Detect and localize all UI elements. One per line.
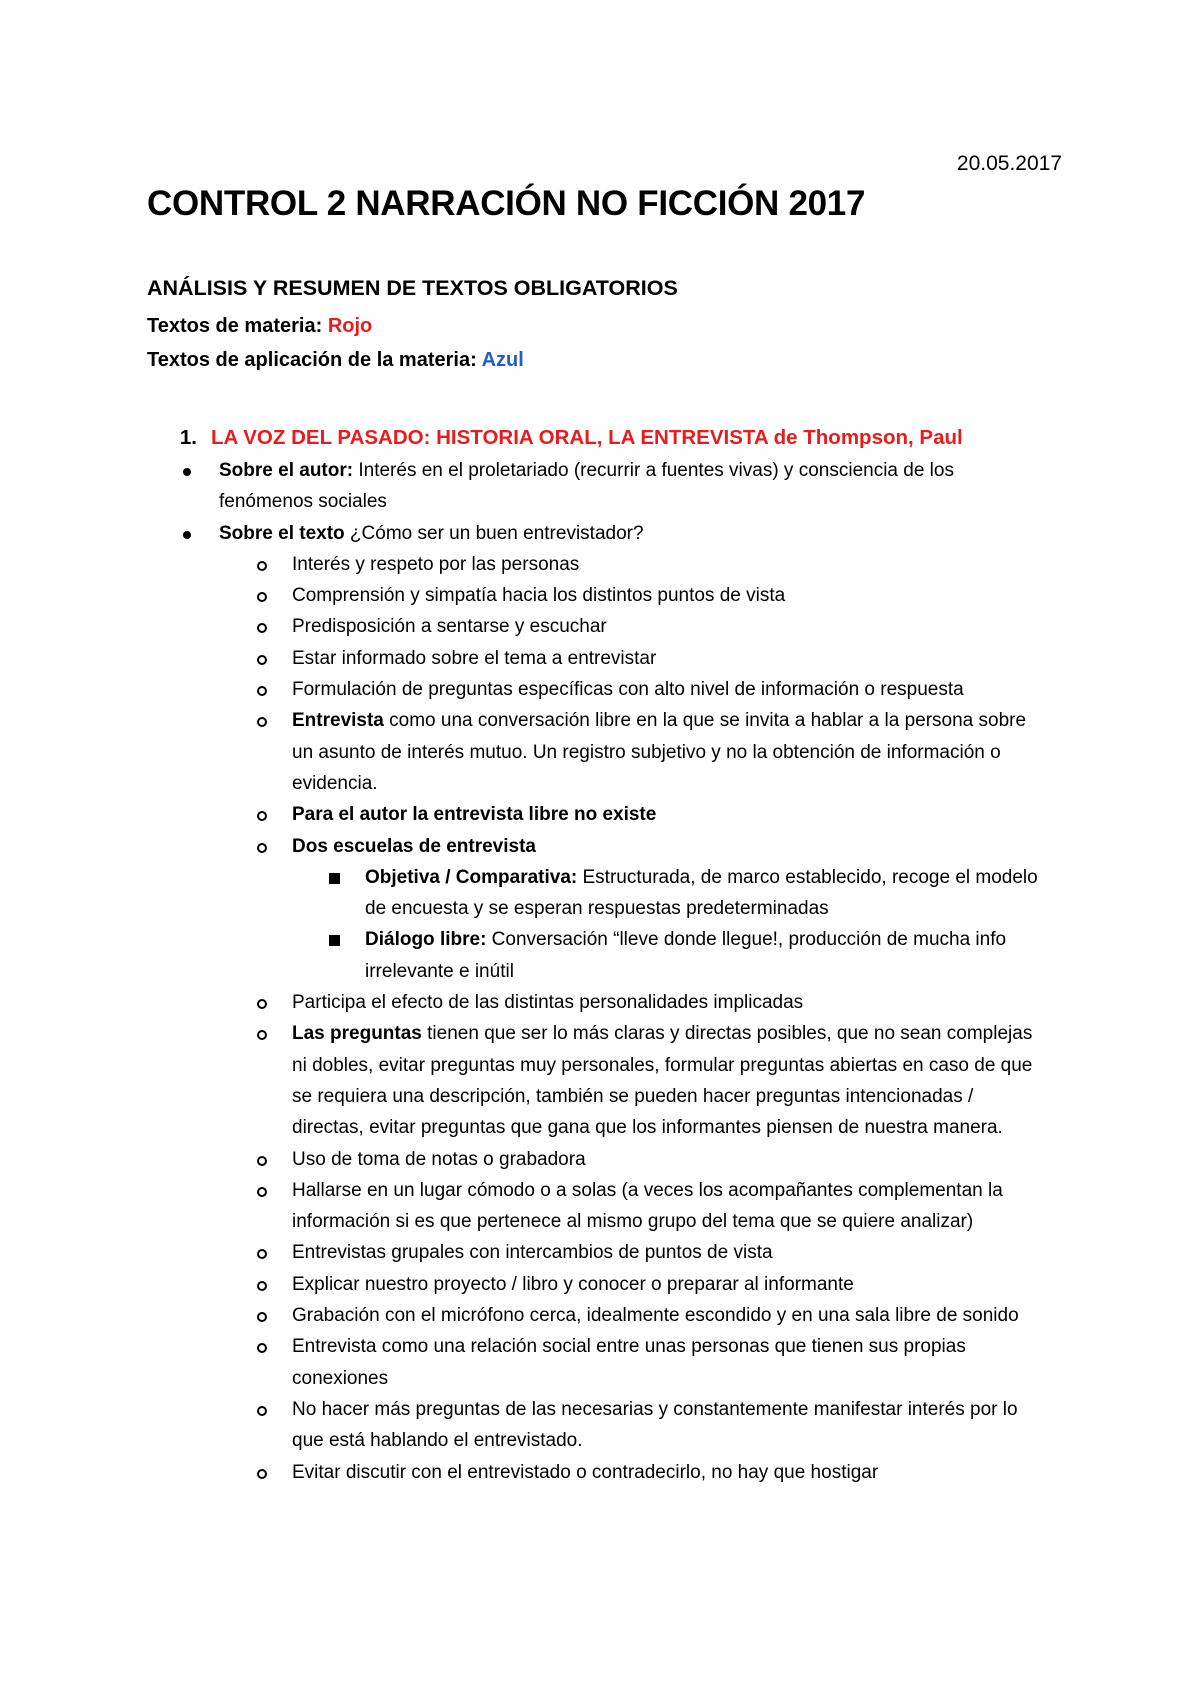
list-item [147, 705, 1047, 799]
list-item [147, 831, 1047, 862]
item-text: ¿Cómo ser un buen entrevistador? [344, 522, 644, 544]
legend-materia [147, 315, 372, 338]
item-text: tienen que ser lo más claras y directas posibles, que no sean complejas ni dobles, evitar preguntas muy personales, formular preguntas abiertas en caso de que se requiera una descripción, también se pueden hacer preguntas intencionadas / directas, evitar preguntas que gana que los informantes piensen de nuestra manera. [292, 1023, 1033, 1139]
list-item [147, 1144, 1047, 1175]
bullet-ring-icon [257, 1469, 267, 1479]
item-bold: Objetiva / Comparativa: [365, 866, 578, 888]
list-item [147, 1269, 1047, 1300]
list-item [147, 1300, 1047, 1331]
item-text: Comprensión y simpatía hacia los distintos puntos de vista [292, 585, 786, 607]
item-bold: Las preguntas [292, 1023, 422, 1045]
bullet-ring-icon [257, 1343, 267, 1353]
sub-bullet-list [147, 549, 1047, 862]
list-item [147, 549, 1047, 580]
document-content [147, 422, 1047, 1488]
list-item [147, 924, 1047, 987]
bullet-ring-icon [257, 999, 267, 1009]
bullet-ring-icon [257, 1156, 267, 1166]
list-item [147, 1331, 1047, 1394]
bullet-ring-icon [257, 843, 267, 853]
section-heading [147, 422, 1047, 453]
bullet-square-icon [329, 935, 340, 946]
sub-sub-bullet-list [147, 862, 1047, 987]
item-bold: Para el autor la entrevista libre no existe [292, 804, 657, 826]
item-text: Conversación “lleve donde llegue!, producción de mucha info irrelevante e inútil [365, 929, 1007, 982]
list-item [147, 1457, 1047, 1488]
bullet-ring-icon [257, 1249, 267, 1259]
item-bold: Sobre el autor: [219, 460, 354, 481]
list-item [147, 674, 1047, 705]
item-text: Estar informado sobre el tema a entrevistar [292, 647, 657, 669]
list-item [147, 799, 1047, 830]
item-text: Entrevistas grupales con intercambios de puntos de vista [292, 1242, 773, 1264]
item-bold: Sobre el texto [219, 522, 345, 544]
list-item [147, 1237, 1047, 1268]
item-text: Formulación de preguntas específicas con alto nivel de información o respuesta [292, 679, 964, 701]
item-text: Predisposición a sentarse y escuchar [292, 616, 607, 638]
document-title: CONTROL 2 NARRACIÓN NO FICCIÓN 2017 [147, 184, 866, 223]
document-date: 20.05.2017 [956, 152, 1062, 175]
bullet-ring-icon [257, 811, 267, 821]
legend-label: Textos de materia: [147, 315, 323, 337]
bullet-ring-icon [257, 1030, 267, 1040]
item-text: No hacer más preguntas de las necesarias y constantemente manifestar interés por lo que está hablando el entrevistado. [292, 1398, 1018, 1452]
legend-value-red: Rojo [327, 315, 373, 337]
legend-value-blue: Azul [481, 349, 524, 371]
bullet-ring-icon [257, 1406, 267, 1416]
item-text: Evitar discutir con el entrevistado o contradecirlo, no hay que hostigar [292, 1461, 879, 1483]
legend-aplicacion [147, 349, 524, 372]
section-number: 1. [179, 426, 197, 449]
item-text: Explicar nuestro proyecto / libro y conocer o preparar al informante [292, 1273, 854, 1295]
item-text: Entrevista como una relación social entre unas personas que tienen sus propias conexiones [292, 1336, 966, 1389]
bullet-ring-icon [257, 592, 267, 602]
list-item [147, 1018, 1047, 1143]
bullet-ring-icon [257, 655, 267, 665]
item-text: como una conversación libre en la que se invita a hablar a la persona sobre un asunto de interés mutuo. Un registro subjetivo y no la obtención de información o evidencia. [292, 710, 1027, 794]
list-item [147, 455, 1047, 518]
list-item [147, 1394, 1047, 1457]
item-bold: Dos escuelas de entrevista [292, 835, 536, 857]
item-text: Hallarse en un lugar cómodo o a solas (a veces los acompañantes complementan la información si es que pertenece al mismo grupo del tema que se quiere analizar) [292, 1179, 1003, 1233]
list-item [147, 580, 1047, 611]
item-text: Uso de toma de notas o grabadora [292, 1148, 586, 1170]
bullet-ring-icon [257, 561, 267, 571]
bullet-ring-icon [257, 1312, 267, 1322]
list-item [147, 643, 1047, 674]
item-text: Estructurada, de marco establecido, recoge el modelo de encuesta y se esperan respuestas predeterminadas [365, 866, 1038, 920]
bullet-list [147, 455, 1047, 549]
bullet-ring-icon [257, 1187, 267, 1197]
item-bold: Diálogo libre: [365, 929, 487, 951]
bullet-dot-icon [183, 531, 191, 539]
sub-bullet-list-continued [147, 987, 1047, 1488]
document-subtitle: ANÁLISIS Y RESUMEN DE TEXTOS OBLIGATORIOS [147, 276, 678, 300]
item-text: Interés en el proletariado (recurrir a fuentes vivas) y consciencia de los fenómenos sociales [219, 460, 954, 513]
bullet-dot-icon [183, 468, 191, 476]
item-bold: Entrevista [292, 710, 384, 732]
bullet-ring-icon [257, 1281, 267, 1291]
list-item [147, 611, 1047, 642]
item-text: Participa el efecto de las distintas personalidades implicadas [292, 992, 804, 1014]
item-text: Interés y respeto por las personas [292, 553, 580, 575]
bullet-ring-icon [257, 717, 267, 727]
bullet-ring-icon [257, 686, 267, 696]
bullet-square-icon [329, 873, 340, 884]
bullet-ring-icon [257, 623, 267, 633]
item-text: Grabación con el micrófono cerca, idealmente escondido y en una sala libre de sonido [292, 1305, 1019, 1327]
section-title: LA VOZ DEL PASADO: HISTORIA ORAL, LA ENTREVISTA de Thompson, Paul [211, 426, 963, 449]
list-item [147, 862, 1047, 925]
list-item [147, 987, 1047, 1018]
list-item [147, 1175, 1047, 1238]
legend-label: Textos de aplicación de la materia: [147, 349, 477, 371]
list-item [147, 518, 1047, 549]
